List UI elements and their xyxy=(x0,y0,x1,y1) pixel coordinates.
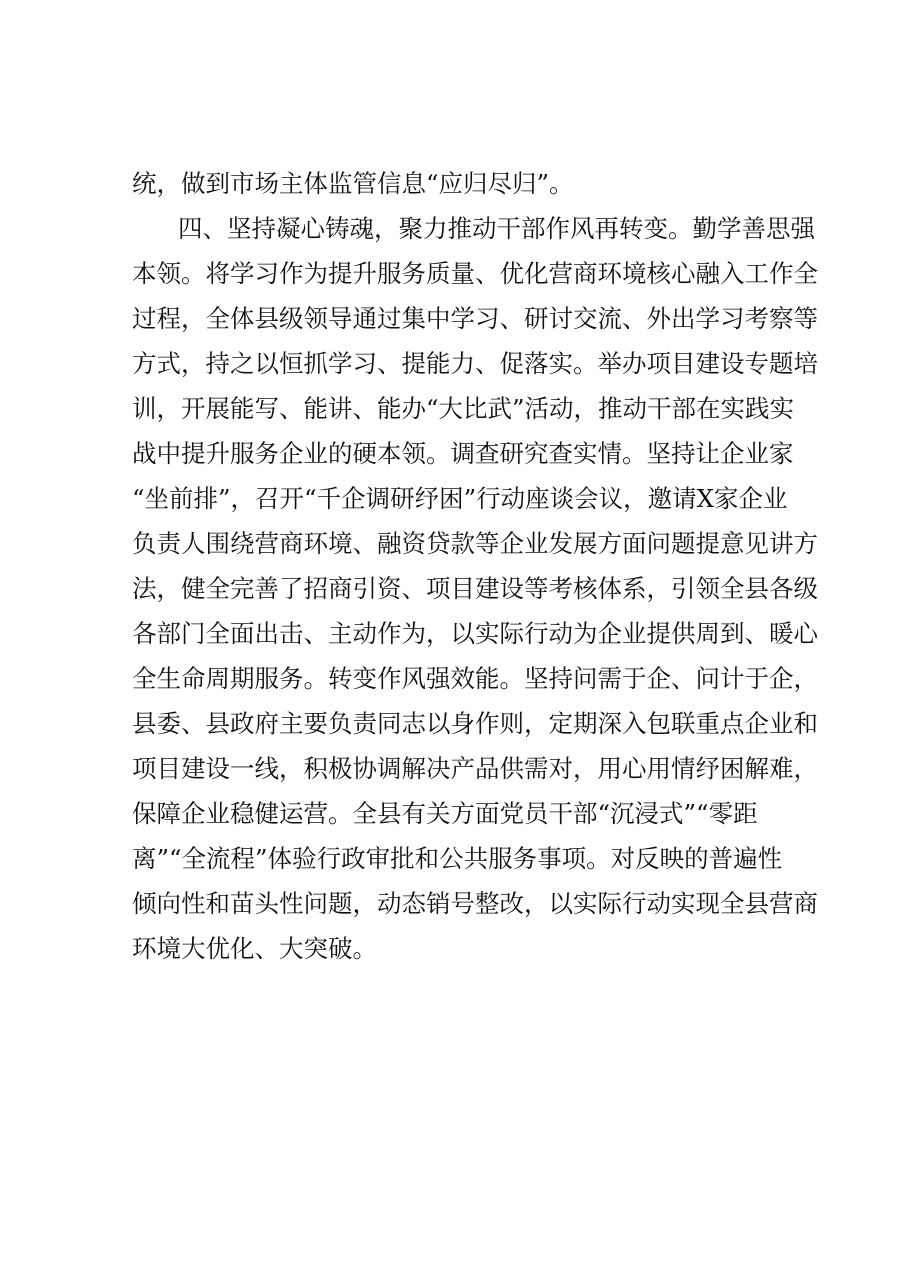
text-line: 负责人围绕营商环境、融资贷款等企业发展方面问题提意见讲方 xyxy=(132,529,818,558)
text-line: 统，做到市场主体监管信息“应归尽归”。 xyxy=(132,169,574,198)
text-line: 方式，持之以恒抓学习、提能力、促落实。举办项目建设专题培 xyxy=(132,349,818,378)
text-line: “坐前排”，召开“千企调研纾困”行动座谈会议，邀请X家企业 xyxy=(132,484,788,513)
text-line: 战中提升服务企业的硬本领。调查研究查实情。坚持让企业家 xyxy=(132,439,794,468)
text-line: 项目建设一线，积极协调解决产品供需对，用心用情纾困解难， xyxy=(132,754,818,783)
paragraph-section-four xyxy=(132,206,852,971)
text-line: 训，开展能写、能讲、能办“大比武”活动，推动干部在实践实 xyxy=(132,394,795,423)
text-line: 离”“全流程”体验行政审批和公共服务事项。对反映的普遍性 xyxy=(132,844,783,873)
text-line: 各部门全面出击、主动作为，以实际行动为企业提供周到、暖心 xyxy=(132,619,818,648)
text-line: 过程，全体县级领导通过集中学习、研讨交流、外出学习考察等 xyxy=(132,304,818,333)
text-line: 本领。将学习作为提升服务质量、优化营商环境核心融入工作全 xyxy=(132,259,818,288)
text-line: 县委、县政府主要负责同志以身作则，定期深入包联重点企业和 xyxy=(132,709,818,738)
paragraph-continuation xyxy=(132,161,852,206)
text-line-first: 四、坚持凝心铸魂，聚力推动干部作风再转变。勤学善思强 xyxy=(178,214,815,243)
document-body xyxy=(132,161,852,971)
text-line: 全生命周期服务。转变作风强效能。坚持问需于企、问计于企， xyxy=(132,664,818,693)
text-line: 倾向性和苗头性问题，动态销号整改，以实际行动实现全县营商 xyxy=(132,889,818,918)
text-line: 法，健全完善了招商引资、项目建设等考核体系，引领全县各级 xyxy=(132,574,818,603)
text-line-last: 环境大优化、大突破。 xyxy=(132,934,377,963)
text-line: 保障企业稳健运营。全县有关方面党员干部“沉浸式”“零距 xyxy=(132,799,758,828)
